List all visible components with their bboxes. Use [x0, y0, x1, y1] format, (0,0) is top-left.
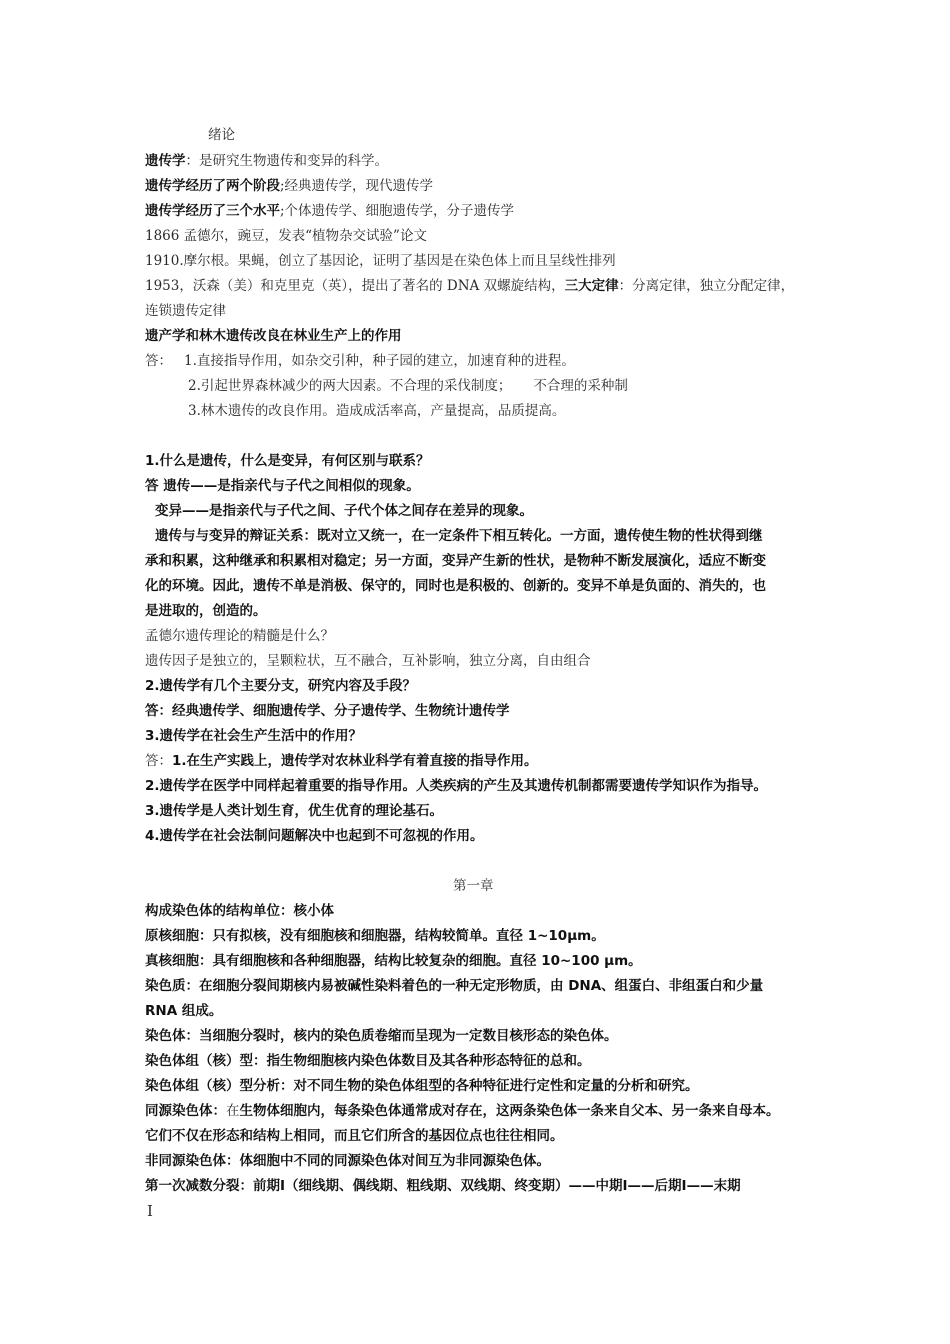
- forestry-role-title: 遗产学和林木遗传改良在林业生产上的作用: [145, 328, 402, 344]
- answer-3-4: 4.遗传学在社会法制问题解决中也起到不可忽视的作用。: [145, 828, 484, 844]
- role-2-text-b: 不合理的采种制: [533, 378, 628, 394]
- homologous-chromosome-definition-2: 它们不仅在形态和结构上相同，而且它们所含的基因位点也往往相同。: [145, 1128, 564, 1144]
- stages-text: ;经典遗传学，现代遗传学: [280, 178, 434, 194]
- genetics-definition-text: ：是研究生物遗传和变异的科学。: [185, 153, 388, 169]
- levels-term: 遗传学经历了三个水平: [145, 203, 280, 219]
- genetics-stages: [145, 177, 433, 195]
- history-1910: 1910.摩尔根。果蝇，创立了基因论，证明了基因是在染色体上而且呈线性排列: [145, 253, 616, 269]
- chromosome-definition: 染色体：当细胞分裂时，核内的染色质卷缩而呈现为一定数目核形态的染色体。: [145, 1028, 618, 1044]
- role-1-text: 1.直接指导作用，如杂交引种，种子园的建立，加速育种的进程。: [184, 353, 575, 369]
- answer-1-heredity: 答 遗传——是指亲代与子代之间相似的现象。: [145, 478, 420, 494]
- chromatin-definition-1: 染色质：在细胞分裂间期核内易被碱性染料着色的一种无定形物质，由 DNA、组蛋白、非组蛋白和少量: [145, 978, 764, 994]
- answer-3-1-text: 1.在生产实践上，遗传学对农林业科学有着直接的指导作用。: [172, 753, 538, 769]
- role-2-text: 2.引起世界森林减少的两大因素。不合理的采伐制度；: [188, 378, 512, 394]
- genetics-levels: [145, 202, 514, 220]
- homolog-term: 同源染色体：: [145, 1103, 226, 1119]
- answer-3-1: [145, 752, 538, 770]
- chapter-1-heading: 第一章: [453, 878, 494, 894]
- forestry-role-3: 3.林木遗传的改良作用。造成成活率高，产量提高，品质提高。: [188, 403, 566, 419]
- answer-2: 答：经典遗传学、细胞遗传学、分子遗传学、生物统计遗传学: [145, 703, 510, 719]
- forestry-role-2: [188, 377, 628, 395]
- homolog-text: 生物体细胞内，每条染色体通常成对存在，这两条染色体一条来自父本、另一条来自母本。: [239, 1103, 780, 1119]
- structural-unit: 构成染色体的结构单位：核小体: [145, 903, 334, 919]
- three-laws-text: ：分离定律，独立分配定律，: [618, 278, 795, 294]
- eukaryote-definition: 真核细胞：具有细胞核和各种细胞器，结构比较复杂的细胞。直径 10~100 μm。: [145, 953, 642, 969]
- answer-label: 答：: [145, 353, 172, 369]
- answer-1-relation-2: 承和积累，这种继承和积累相对稳定；另一方面，变异产生新的性状，是物种不断发展演化，适应不断变: [145, 553, 766, 569]
- meiosis-1-stages-end: Ⅰ: [147, 1202, 153, 1220]
- chromatin-definition-2: RNA 组成。: [145, 1003, 223, 1019]
- genetics-definition: [145, 152, 388, 170]
- mendel-answer: 遗传因子是独立的，呈颗粒状，互不融合，互补影响，独立分离，自由组合: [145, 653, 591, 669]
- question-2: 2.遗传学有几个主要分支，研究内容及手段？: [145, 678, 417, 694]
- stages-term: 遗传学经历了两个阶段: [145, 178, 280, 194]
- homolog-in: 在: [226, 1103, 240, 1119]
- karyotype-analysis-definition: 染色体组（核）型分析：对不同生物的染色体组型的各种特征进行定性和定量的分析和研究。: [145, 1078, 699, 1094]
- history-1953-cont: 连锁遗传定律: [145, 303, 226, 319]
- history-1953-text: 1953，沃森（美）和克里克（英），提出了著名的 DNA 双螺旋结构，: [145, 278, 565, 294]
- mendel-question: 孟德尔遗传理论的精髓是什么？: [145, 628, 334, 644]
- history-1953: [145, 277, 794, 295]
- answer-1-relation-4: 是进取的，创造的。: [145, 603, 267, 619]
- answer-3-3: 3.遗传学是人类计划生育，优生优育的理论基石。: [145, 803, 444, 819]
- answer-3-2: 2.遗传学在医学中同样起着重要的指导作用。人类疾病的产生及其遗传机制都需要遗传学知识作为指导。: [145, 778, 768, 794]
- history-1866: 1866 孟德尔，豌豆，发表“植物杂交试验”论文: [145, 228, 427, 244]
- homologous-chromosome-definition: [145, 1102, 780, 1120]
- three-laws-term: 三大定律: [564, 278, 619, 294]
- answer-1-variation: 变异——是指亲代与子代之间、子代个体之间存在差异的现象。: [155, 503, 533, 519]
- answer-1-relation-3: 化的环境。因此，遗传不单是消极、保守的，同时也是积极的、创新的。变异不单是负面的、消失的，也: [145, 578, 766, 594]
- answer-3-label: 答：: [145, 753, 172, 769]
- karyotype-definition: 染色体组（核）型：指生物细胞核内染色体数目及其各种形态特征的总和。: [145, 1053, 591, 1069]
- question-1: 1.什么是遗传，什么是变异，有何区别与联系？: [145, 453, 430, 469]
- levels-text: ;个体遗传学、细胞遗传学，分子遗传学: [280, 203, 515, 219]
- forestry-role-1: [145, 352, 575, 370]
- answer-1-relation-1: 遗传与与变异的辩证关系：既对立又统一，在一定条件下相互转化。一方面，遗传使生物的性状得到继: [155, 528, 763, 544]
- prokaryote-definition: 原核细胞：只有拟核，没有细胞核和细胞器，结构较简单。直径 1~10μm。: [145, 928, 605, 944]
- meiosis-1-stages: 第一次减数分裂：前期Ⅰ（细线期、偶线期、粗线期、双线期、终变期）——中期Ⅰ——后期Ⅰ——末期: [145, 1178, 741, 1194]
- question-3: 3.遗传学在社会生产生活中的作用？: [145, 728, 363, 744]
- genetics-term: 遗传学: [145, 153, 186, 169]
- intro-heading: 绪论: [208, 127, 235, 143]
- nonhomologous-chromosome-definition: 非同源染色体：体细胞中不同的同源染色体对间互为非同源染色体。: [145, 1153, 550, 1169]
